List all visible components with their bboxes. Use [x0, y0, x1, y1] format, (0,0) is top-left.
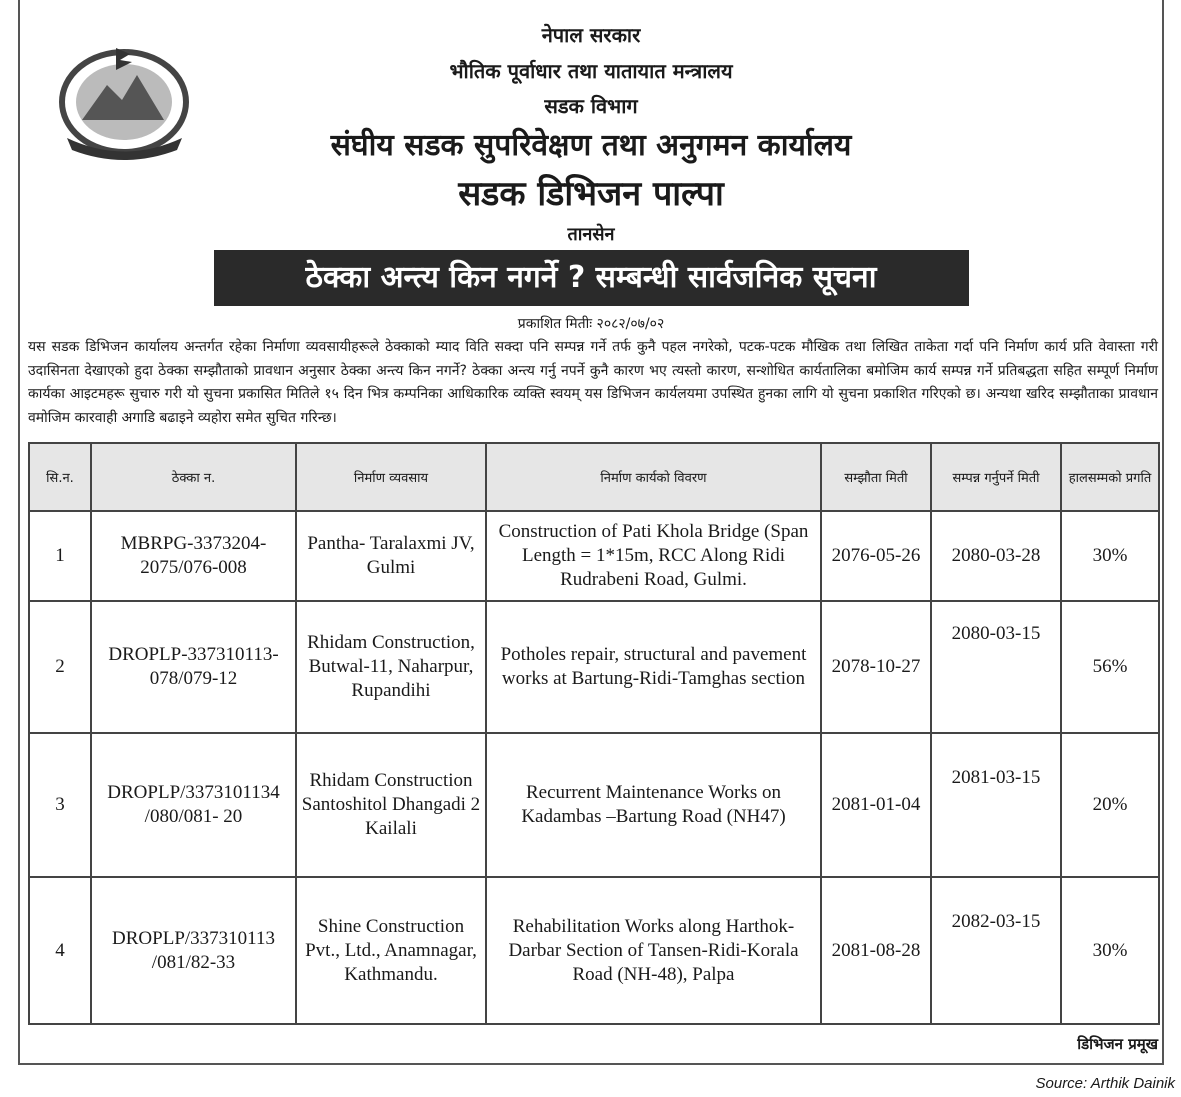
cell-contractor: Shine Construction Pvt., Ltd., Anamnagar, Kathmandu.	[296, 877, 486, 1024]
notice-title-banner: ठेक्का अन्त्य किन नगर्ने ? सम्बन्धी सार्वजनिक सूचना	[214, 250, 969, 306]
table-row	[29, 601, 1159, 733]
source-credit: Source: Arthik Dainik	[1035, 1075, 1175, 1092]
cell-agreement-date: 2078-10-27	[821, 601, 931, 733]
contracts-table	[28, 442, 1160, 1025]
col-header-progress: हालसम्मको प्रगति	[1061, 443, 1159, 511]
cell-progress: 30%	[1061, 511, 1159, 601]
cell-completion-date: 2082-03-15	[931, 877, 1061, 1024]
published-date: प्रकाशित मितीः २०८२/०७/०२	[517, 316, 665, 332]
col-header-description: निर्माण कार्यको विवरण	[486, 443, 821, 511]
col-header-contractor: निर्माण व्यवसाय	[296, 443, 486, 511]
header-ministry: भौतिक पूर्वाधार तथा यातायात मन्त्रालय	[449, 59, 733, 83]
col-header-sn: सि.न.	[29, 443, 91, 511]
header-government: नेपाल सरकार	[541, 23, 641, 47]
cell-sn: 2	[29, 601, 91, 733]
cell-agreement-date: 2081-01-04	[821, 733, 931, 877]
cell-contract-no: DROPLP-337310113-078/079-12	[91, 601, 296, 733]
table-row	[29, 877, 1159, 1024]
cell-description: Potholes repair, structural and pavement works at Bartung-Ridi-Tamghas section	[486, 601, 821, 733]
col-header-contract-no: ठेक्का न.	[91, 443, 296, 511]
header-location: तानसेन	[567, 224, 615, 245]
cell-contract-no: MBRPG-3373204-2075/076-008	[91, 511, 296, 601]
header-office: संघीय सडक सुपरिवेक्षण तथा अनुगमन कार्यालय	[330, 128, 852, 163]
cell-contract-no: DROPLP/337310113 /081/82-33	[91, 877, 296, 1024]
signature-title: डिभिजन प्रमूख	[1077, 1035, 1158, 1053]
cell-description: Construction of Pati Khola Bridge (Span Length = 1*15m, RCC Along Ridi Rudrabeni Road, Gulmi.	[486, 511, 821, 601]
cell-sn: 3	[29, 733, 91, 877]
cell-contractor: Pantha- Taralaxmi JV, Gulmi	[296, 511, 486, 601]
col-header-agreement-date: सम्झौता मिती	[821, 443, 931, 511]
header-department: सडक विभाग	[544, 94, 638, 118]
cell-completion-date: 2081-03-15	[931, 733, 1061, 877]
cell-sn: 4	[29, 877, 91, 1024]
cell-completion-date: 2080-03-28	[931, 511, 1061, 601]
table-row	[29, 733, 1159, 877]
cell-description: Recurrent Maintenance Works on Kadambas –Bartung Road (NH47)	[486, 733, 821, 877]
cell-agreement-date: 2081-08-28	[821, 877, 931, 1024]
notice-body: यस सडक डिभिजन कार्यालय अन्तर्गत रहेका निर्माणा व्यवसायीहरूले ठेक्काको म्याद विति सक्दा पनि सम्पन्न गर्ने तर्फ कुनै पहल नगरेको, पटक-पटक मौखिक तथा लिखित ताकेता गर्दा पनि निर्माण कार्य प्रति वेवास्ता गरी उदासिनता देखाएको हुदा ठेक्का सम्झौताको प्रावधान अनुसार ठेक्का अन्त्य किन नगर्ने? ठेक्का अन्त्य गर्नु नपर्ने कुनै कारण भए त्यस्तो कारण, सन्शोधित कार्यतालिका बमोजिम कार्य सम्पन्न गर्ने प्रतिबद्धता सहित सम्पूर्ण निर्माण कार्यका आइटमहरू सुचारु गरी यो सुचना प्रकासित मितिले १५ दिन भित्र कम्पनिका आधिकारिक व्यक्ति स्वयम् यस डिभिजन कार्यलयमा उपस्थित हुनका लागि यो सुचना प्रकाशित गरिएको छ। अन्यथा खरिद सम्झौताका प्रावधान वमोजिम कारवाही अगाडि बढाइने व्यहोरा समेत सुचित गरिन्छ।	[28, 339, 1158, 426]
cell-contract-no: DROPLP/3373101134 /080/081- 20	[91, 733, 296, 877]
table-row	[29, 511, 1159, 601]
cell-completion-date: 2080-03-15	[931, 601, 1061, 733]
col-header-completion-date: सम्पन्न गर्नुपर्ने मिती	[931, 443, 1061, 511]
cell-contractor: Rhidam Construction, Butwal-11, Naharpur, Rupandihi	[296, 601, 486, 733]
nepal-government-emblem-icon	[52, 40, 197, 160]
cell-progress: 56%	[1061, 601, 1159, 733]
table-header-row	[29, 443, 1159, 511]
header-division: सडक डिभिजन पाल्पा	[458, 174, 724, 214]
cell-agreement-date: 2076-05-26	[821, 511, 931, 601]
cell-progress: 30%	[1061, 877, 1159, 1024]
cell-progress: 20%	[1061, 733, 1159, 877]
notice-border	[18, 0, 1164, 1065]
cell-contractor: Rhidam Construction Santoshitol Dhangadi 2 Kailali	[296, 733, 486, 877]
cell-description: Rehabilitation Works along Harthok-Darbar Section of Tansen-Ridi-Korala Road (NH-48), Palpa	[486, 877, 821, 1024]
cell-sn: 1	[29, 511, 91, 601]
